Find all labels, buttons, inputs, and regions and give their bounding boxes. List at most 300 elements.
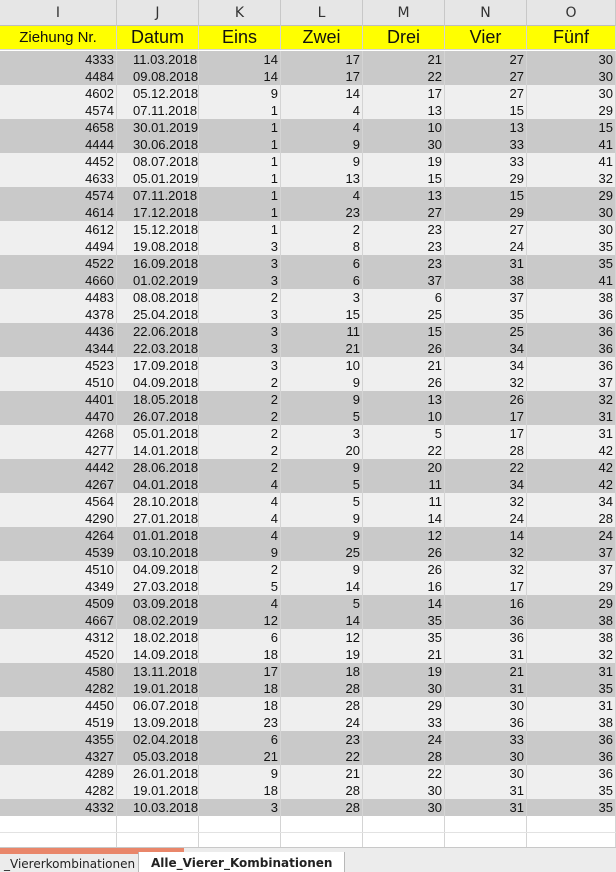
draw-number-cell[interactable]: 4539 [0,544,117,561]
number-cell[interactable]: 4 [199,595,281,612]
draw-number-cell[interactable]: 4484 [0,68,117,85]
date-cell[interactable]: 01.02.2019 [117,272,199,289]
header-cell-5[interactable]: Drei [363,26,445,49]
number-cell[interactable]: 32 [527,646,616,663]
number-cell[interactable]: 6 [281,255,363,272]
number-cell[interactable]: 31 [527,663,616,680]
draw-number-cell[interactable]: 4612 [0,221,117,238]
number-cell[interactable]: 17 [281,68,363,85]
number-cell[interactable]: 23 [363,238,445,255]
date-cell[interactable]: 13.11.2018 [117,663,199,680]
number-cell[interactable]: 38 [527,612,616,629]
number-cell[interactable]: 15 [445,187,527,204]
header-cell-1[interactable]: Ziehung Nr. [0,26,117,49]
number-cell[interactable]: 31 [445,782,527,799]
date-cell[interactable]: 05.01.2018 [117,425,199,442]
date-cell[interactable]: 18.05.2018 [117,391,199,408]
number-cell[interactable]: 28 [281,799,363,816]
number-cell[interactable]: 33 [445,136,527,153]
draw-number-cell[interactable]: 4355 [0,731,117,748]
number-cell[interactable]: 35 [363,629,445,646]
number-cell[interactable]: 41 [527,153,616,170]
date-cell[interactable]: 16.09.2018 [117,255,199,272]
number-cell[interactable]: 22 [363,68,445,85]
number-cell[interactable]: 32 [445,544,527,561]
number-cell[interactable]: 9 [281,374,363,391]
number-cell[interactable]: 19 [363,663,445,680]
number-cell[interactable]: 37 [363,272,445,289]
number-cell[interactable]: 23 [363,221,445,238]
number-cell[interactable]: 33 [363,714,445,731]
draw-number-cell[interactable]: 4452 [0,153,117,170]
date-cell[interactable]: 30.06.2018 [117,136,199,153]
draw-number-cell[interactable]: 4444 [0,136,117,153]
number-cell[interactable]: 3 [281,425,363,442]
number-cell[interactable]: 9 [199,544,281,561]
number-cell[interactable]: 9 [281,391,363,408]
number-cell[interactable]: 3 [199,799,281,816]
number-cell[interactable]: 15 [445,102,527,119]
column-header-2[interactable]: J [117,0,199,26]
number-cell[interactable]: 27 [445,68,527,85]
number-cell[interactable]: 35 [527,782,616,799]
draw-number-cell[interactable]: 4282 [0,782,117,799]
number-cell[interactable]: 31 [445,680,527,697]
number-cell[interactable]: 37 [527,374,616,391]
number-cell[interactable]: 37 [527,561,616,578]
number-cell[interactable]: 20 [363,459,445,476]
number-cell[interactable]: 28 [281,680,363,697]
date-cell[interactable]: 08.07.2018 [117,153,199,170]
number-cell[interactable]: 14 [199,51,281,68]
number-cell[interactable]: 3 [199,238,281,255]
number-cell[interactable]: 21 [363,51,445,68]
draw-number-cell[interactable]: 4580 [0,663,117,680]
draw-number-cell[interactable]: 4264 [0,527,117,544]
date-cell[interactable]: 04.01.2018 [117,476,199,493]
date-cell[interactable]: 18.02.2018 [117,629,199,646]
number-cell[interactable]: 27 [363,204,445,221]
number-cell[interactable]: 27 [445,51,527,68]
empty-cell[interactable] [527,833,616,847]
date-cell[interactable]: 22.03.2018 [117,340,199,357]
number-cell[interactable]: 17 [445,408,527,425]
draw-number-cell[interactable]: 4510 [0,561,117,578]
date-cell[interactable]: 17.09.2018 [117,357,199,374]
number-cell[interactable]: 1 [199,136,281,153]
number-cell[interactable]: 10 [281,357,363,374]
number-cell[interactable]: 3 [199,357,281,374]
date-cell[interactable]: 17.12.2018 [117,204,199,221]
number-cell[interactable]: 35 [445,306,527,323]
date-cell[interactable]: 28.10.2018 [117,493,199,510]
draw-number-cell[interactable]: 4333 [0,51,117,68]
draw-number-cell[interactable]: 4436 [0,323,117,340]
date-cell[interactable]: 27.03.2018 [117,578,199,595]
number-cell[interactable]: 2 [199,374,281,391]
number-cell[interactable]: 2 [199,408,281,425]
draw-number-cell[interactable]: 4344 [0,340,117,357]
number-cell[interactable]: 14 [281,612,363,629]
number-cell[interactable]: 38 [527,629,616,646]
number-cell[interactable]: 41 [527,272,616,289]
number-cell[interactable]: 26 [445,391,527,408]
number-cell[interactable]: 29 [527,102,616,119]
draw-number-cell[interactable]: 4522 [0,255,117,272]
number-cell[interactable]: 29 [363,697,445,714]
draw-number-cell[interactable]: 4442 [0,459,117,476]
date-cell[interactable]: 14.01.2018 [117,442,199,459]
date-cell[interactable]: 30.01.2019 [117,119,199,136]
number-cell[interactable]: 6 [363,289,445,306]
date-cell[interactable]: 08.02.2019 [117,612,199,629]
number-cell[interactable]: 26 [363,374,445,391]
number-cell[interactable]: 25 [281,544,363,561]
number-cell[interactable]: 4 [281,102,363,119]
number-cell[interactable]: 34 [527,493,616,510]
number-cell[interactable]: 18 [199,680,281,697]
number-cell[interactable]: 2 [199,289,281,306]
number-cell[interactable]: 24 [363,731,445,748]
number-cell[interactable]: 4 [199,476,281,493]
date-cell[interactable]: 14.09.2018 [117,646,199,663]
number-cell[interactable]: 29 [445,204,527,221]
header-cell-7[interactable]: Fünf [527,26,616,49]
number-cell[interactable]: 6 [281,272,363,289]
number-cell[interactable]: 12 [363,527,445,544]
number-cell[interactable]: 27 [445,221,527,238]
number-cell[interactable]: 4 [281,119,363,136]
number-cell[interactable]: 3 [199,306,281,323]
number-cell[interactable]: 19 [281,646,363,663]
number-cell[interactable]: 14 [363,595,445,612]
number-cell[interactable]: 4 [199,493,281,510]
number-cell[interactable]: 1 [199,102,281,119]
date-cell[interactable]: 26.07.2018 [117,408,199,425]
number-cell[interactable]: 28 [527,510,616,527]
number-cell[interactable]: 38 [445,272,527,289]
number-cell[interactable]: 31 [527,697,616,714]
sheet-tab-viererkombinationen[interactable]: _Viererkombinationen [0,854,140,872]
date-cell[interactable]: 04.09.2018 [117,374,199,391]
number-cell[interactable]: 13 [363,391,445,408]
number-cell[interactable]: 14 [199,68,281,85]
draw-number-cell[interactable]: 4312 [0,629,117,646]
date-cell[interactable]: 27.01.2018 [117,510,199,527]
number-cell[interactable]: 1 [199,170,281,187]
draw-number-cell[interactable]: 4602 [0,85,117,102]
number-cell[interactable]: 34 [445,340,527,357]
number-cell[interactable]: 31 [527,408,616,425]
number-cell[interactable]: 30 [363,136,445,153]
draw-number-cell[interactable]: 4574 [0,187,117,204]
draw-number-cell[interactable]: 4327 [0,748,117,765]
number-cell[interactable]: 26 [363,561,445,578]
empty-cell[interactable] [117,816,199,832]
number-cell[interactable]: 21 [281,765,363,782]
date-cell[interactable]: 02.04.2018 [117,731,199,748]
number-cell[interactable]: 35 [527,255,616,272]
number-cell[interactable]: 20 [281,442,363,459]
number-cell[interactable]: 23 [199,714,281,731]
number-cell[interactable]: 42 [527,442,616,459]
number-cell[interactable]: 25 [445,323,527,340]
number-cell[interactable]: 10 [363,408,445,425]
date-cell[interactable]: 10.03.2018 [117,799,199,816]
number-cell[interactable]: 8 [281,238,363,255]
date-cell[interactable]: 22.06.2018 [117,323,199,340]
number-cell[interactable]: 9 [199,85,281,102]
number-cell[interactable]: 30 [527,85,616,102]
number-cell[interactable]: 35 [527,680,616,697]
draw-number-cell[interactable]: 4349 [0,578,117,595]
number-cell[interactable]: 35 [363,612,445,629]
column-header-1[interactable]: I [0,0,117,26]
draw-number-cell[interactable]: 4494 [0,238,117,255]
number-cell[interactable]: 15 [527,119,616,136]
number-cell[interactable]: 32 [527,170,616,187]
number-cell[interactable]: 9 [281,510,363,527]
empty-cell[interactable] [363,816,445,832]
draw-number-cell[interactable]: 4277 [0,442,117,459]
number-cell[interactable]: 4 [199,527,281,544]
number-cell[interactable]: 13 [445,119,527,136]
number-cell[interactable]: 42 [527,476,616,493]
draw-number-cell[interactable]: 4483 [0,289,117,306]
number-cell[interactable]: 38 [527,289,616,306]
number-cell[interactable]: 30 [527,204,616,221]
empty-cell[interactable] [445,833,527,847]
number-cell[interactable]: 14 [445,527,527,544]
number-cell[interactable]: 17 [445,578,527,595]
number-cell[interactable]: 26 [363,544,445,561]
number-cell[interactable]: 22 [281,748,363,765]
number-cell[interactable]: 36 [445,612,527,629]
draw-number-cell[interactable]: 4378 [0,306,117,323]
date-cell[interactable]: 07.11.2018 [117,187,199,204]
number-cell[interactable]: 5 [363,425,445,442]
number-cell[interactable]: 29 [527,578,616,595]
number-cell[interactable]: 11 [363,476,445,493]
draw-number-cell[interactable]: 4667 [0,612,117,629]
number-cell[interactable]: 21 [445,663,527,680]
number-cell[interactable]: 24 [527,527,616,544]
draw-number-cell[interactable]: 4267 [0,476,117,493]
column-header-3[interactable]: K [199,0,281,26]
number-cell[interactable]: 13 [363,187,445,204]
number-cell[interactable]: 31 [445,255,527,272]
date-cell[interactable]: 25.04.2018 [117,306,199,323]
draw-number-cell[interactable]: 4510 [0,374,117,391]
empty-cell[interactable] [281,833,363,847]
number-cell[interactable]: 36 [445,714,527,731]
empty-cell[interactable] [445,816,527,832]
draw-number-cell[interactable]: 4289 [0,765,117,782]
date-cell[interactable]: 19.08.2018 [117,238,199,255]
number-cell[interactable]: 13 [363,102,445,119]
date-cell[interactable]: 05.03.2018 [117,748,199,765]
number-cell[interactable]: 12 [199,612,281,629]
number-cell[interactable]: 30 [363,680,445,697]
number-cell[interactable]: 28 [363,748,445,765]
column-header-6[interactable]: N [445,0,527,26]
draw-number-cell[interactable]: 4614 [0,204,117,221]
number-cell[interactable]: 15 [363,170,445,187]
number-cell[interactable]: 29 [445,170,527,187]
number-cell[interactable]: 25 [363,306,445,323]
date-cell[interactable]: 01.01.2018 [117,527,199,544]
date-cell[interactable]: 26.01.2018 [117,765,199,782]
number-cell[interactable]: 9 [281,153,363,170]
empty-cell[interactable] [117,833,199,847]
draw-number-cell[interactable]: 4523 [0,357,117,374]
number-cell[interactable]: 9 [281,136,363,153]
number-cell[interactable]: 21 [199,748,281,765]
number-cell[interactable]: 36 [527,748,616,765]
number-cell[interactable]: 3 [199,323,281,340]
number-cell[interactable]: 27 [445,85,527,102]
number-cell[interactable]: 17 [199,663,281,680]
number-cell[interactable]: 30 [527,51,616,68]
number-cell[interactable]: 24 [445,238,527,255]
number-cell[interactable]: 34 [445,357,527,374]
number-cell[interactable]: 24 [445,510,527,527]
number-cell[interactable]: 30 [445,765,527,782]
number-cell[interactable]: 35 [527,799,616,816]
number-cell[interactable]: 16 [363,578,445,595]
number-cell[interactable]: 41 [527,136,616,153]
column-header-7[interactable]: O [527,0,616,26]
number-cell[interactable]: 29 [527,595,616,612]
draw-number-cell[interactable]: 4332 [0,799,117,816]
number-cell[interactable]: 5 [281,408,363,425]
empty-cell[interactable] [363,833,445,847]
number-cell[interactable]: 33 [445,153,527,170]
number-cell[interactable]: 21 [281,340,363,357]
draw-number-cell[interactable]: 4519 [0,714,117,731]
number-cell[interactable]: 17 [445,425,527,442]
number-cell[interactable]: 18 [199,646,281,663]
number-cell[interactable]: 30 [527,68,616,85]
number-cell[interactable]: 23 [281,731,363,748]
number-cell[interactable]: 9 [281,459,363,476]
number-cell[interactable]: 2 [199,442,281,459]
number-cell[interactable]: 26 [363,340,445,357]
number-cell[interactable]: 2 [199,561,281,578]
number-cell[interactable]: 30 [445,748,527,765]
number-cell[interactable]: 30 [363,799,445,816]
date-cell[interactable]: 13.09.2018 [117,714,199,731]
number-cell[interactable]: 31 [527,425,616,442]
draw-number-cell[interactable]: 4509 [0,595,117,612]
column-header-5[interactable]: M [363,0,445,26]
date-cell[interactable]: 08.08.2018 [117,289,199,306]
number-cell[interactable]: 36 [527,765,616,782]
empty-cell[interactable] [0,816,117,832]
number-cell[interactable]: 1 [199,153,281,170]
number-cell[interactable]: 22 [363,765,445,782]
number-cell[interactable]: 2 [199,459,281,476]
number-cell[interactable]: 32 [445,561,527,578]
number-cell[interactable]: 3 [281,289,363,306]
number-cell[interactable]: 2 [199,391,281,408]
number-cell[interactable]: 2 [199,425,281,442]
draw-number-cell[interactable]: 4290 [0,510,117,527]
draw-number-cell[interactable]: 4268 [0,425,117,442]
date-cell[interactable]: 05.01.2019 [117,170,199,187]
number-cell[interactable]: 32 [527,391,616,408]
empty-cell[interactable] [0,833,117,847]
number-cell[interactable]: 28 [281,782,363,799]
number-cell[interactable]: 24 [281,714,363,731]
number-cell[interactable]: 42 [527,459,616,476]
number-cell[interactable]: 36 [527,306,616,323]
number-cell[interactable]: 31 [445,646,527,663]
draw-number-cell[interactable]: 4633 [0,170,117,187]
number-cell[interactable]: 37 [445,289,527,306]
number-cell[interactable]: 22 [445,459,527,476]
number-cell[interactable]: 1 [199,204,281,221]
draw-number-cell[interactable]: 4470 [0,408,117,425]
number-cell[interactable]: 3 [199,340,281,357]
draw-number-cell[interactable]: 4520 [0,646,117,663]
number-cell[interactable]: 6 [199,731,281,748]
number-cell[interactable]: 6 [199,629,281,646]
sheet-tab-alle-vierer-kombinationen[interactable]: Alle_Vierer_Kombinationen [138,852,345,872]
number-cell[interactable]: 35 [527,238,616,255]
number-cell[interactable]: 11 [281,323,363,340]
draw-number-cell[interactable]: 4282 [0,680,117,697]
empty-cell[interactable] [281,816,363,832]
number-cell[interactable]: 22 [363,442,445,459]
number-cell[interactable]: 9 [281,527,363,544]
number-cell[interactable]: 1 [199,119,281,136]
date-cell[interactable]: 05.12.2018 [117,85,199,102]
number-cell[interactable]: 10 [363,119,445,136]
date-cell[interactable]: 03.09.2018 [117,595,199,612]
number-cell[interactable]: 38 [527,714,616,731]
number-cell[interactable]: 36 [527,731,616,748]
number-cell[interactable]: 21 [363,646,445,663]
number-cell[interactable]: 36 [527,340,616,357]
number-cell[interactable]: 1 [199,221,281,238]
date-cell[interactable]: 09.08.2018 [117,68,199,85]
number-cell[interactable]: 16 [445,595,527,612]
number-cell[interactable]: 3 [199,272,281,289]
number-cell[interactable]: 32 [445,493,527,510]
number-cell[interactable]: 36 [527,357,616,374]
draw-number-cell[interactable]: 4660 [0,272,117,289]
number-cell[interactable]: 21 [363,357,445,374]
number-cell[interactable]: 15 [281,306,363,323]
header-cell-3[interactable]: Eins [199,26,281,49]
empty-cell[interactable] [527,816,616,832]
number-cell[interactable]: 23 [281,204,363,221]
number-cell[interactable]: 5 [281,476,363,493]
number-cell[interactable]: 32 [445,374,527,391]
number-cell[interactable]: 28 [445,442,527,459]
draw-number-cell[interactable]: 4564 [0,493,117,510]
number-cell[interactable]: 14 [363,510,445,527]
date-cell[interactable]: 03.10.2018 [117,544,199,561]
number-cell[interactable]: 5 [281,493,363,510]
draw-number-cell[interactable]: 4450 [0,697,117,714]
number-cell[interactable]: 34 [445,476,527,493]
number-cell[interactable]: 29 [527,187,616,204]
number-cell[interactable]: 30 [445,697,527,714]
date-cell[interactable]: 28.06.2018 [117,459,199,476]
number-cell[interactable]: 23 [363,255,445,272]
